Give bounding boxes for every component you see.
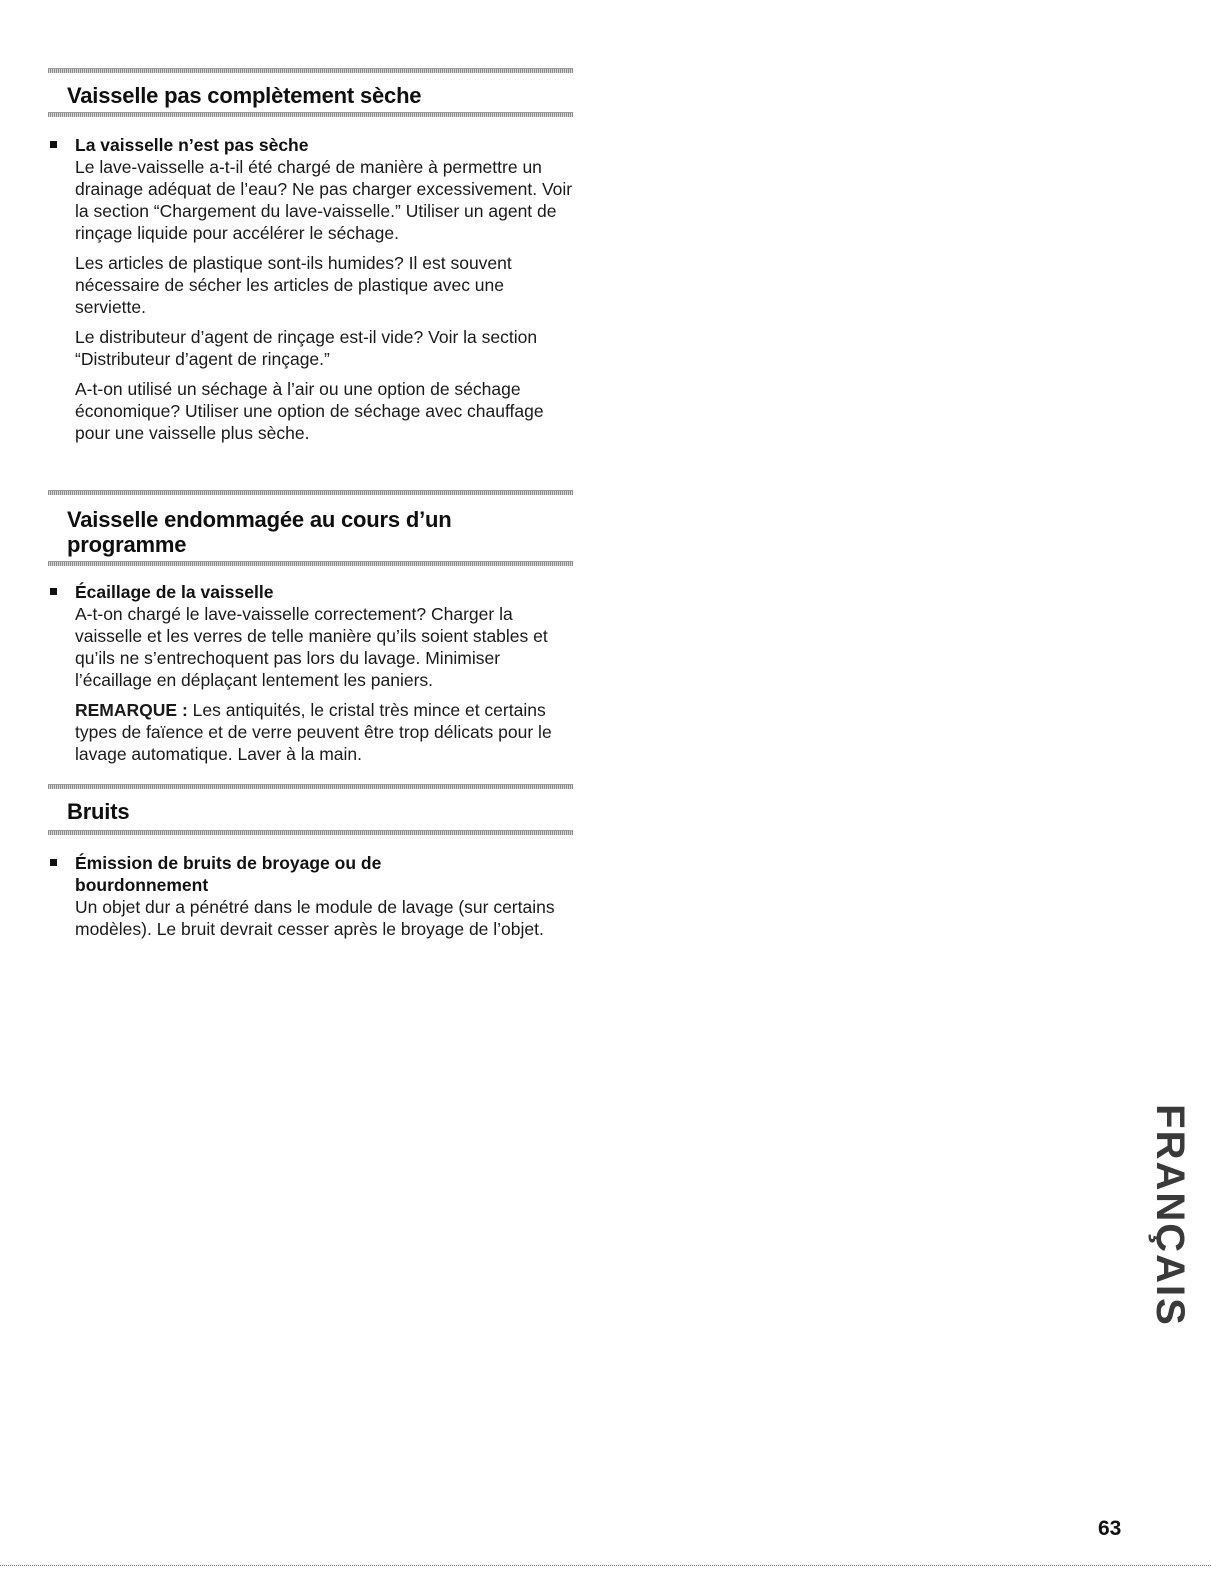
language-label: FRANÇAIS [1147,1103,1192,1327]
item-title: Écaillage de la vaisselle [75,582,274,602]
paragraph: Les articles de plastique sont-ils humides? Il est souvent nécessaire de sécher les articles de plastique avec une serviette. [75,253,512,317]
section-title-dry: Vaisselle pas complètement sèche [67,83,422,108]
section-rule-bottom [48,561,573,566]
bullet-icon [50,141,57,148]
paragraph: A-t-on utilisé un séchage à l’air ou une option de séchage économique? Utiliser une option de séchage avec chauffage pour une vaisselle plus sèche. [75,379,544,443]
item-title-line1: Émission de bruits de broyage ou de [75,853,382,873]
list-item-chipping [48,581,578,773]
bottom-rule [0,1565,1211,1566]
section-header-dry [48,68,573,117]
section-title-damaged-line1: Vaisselle endommagée au cours d’un [67,507,452,532]
item-title: La vaisselle n’est pas sèche [75,135,309,155]
section-title-damaged-line2: programme [67,532,187,557]
item-title-line2: bourdonnement [75,875,209,895]
language-side-tab [1147,1090,1192,1340]
section-title-noise: Bruits [67,799,130,824]
section-rule-bottom [48,830,573,835]
note-paragraph [75,699,578,765]
bullet-icon [50,588,57,595]
list-item-dishes-not-dry [48,134,578,452]
section-header-noise [48,784,573,835]
section-header-damaged [48,490,573,566]
paragraph: Le distributeur d’agent de rinçage est-il vide? Voir la section “Distributeur d’agent de rinçage.” [75,327,538,369]
section-rule-top [48,784,573,789]
note-label: REMARQUE : [75,700,188,720]
paragraph: Le lave-vaisselle a-t-il été chargé de manière à permettre un drainage adéquat de l’eau? Ne pas charger excessivement. Voir la section “Chargement du lave-vaisselle.” Utiliser un agent de rinçage liquide pour accélérer le séchage. [75,157,573,243]
bullet-icon [50,859,57,866]
note-text: Les antiquités, le cristal très mince et certains types de faïence et de verre peuvent être trop délicats pour le lavage automatique. Laver à la main. [75,700,552,764]
paragraph: A-t-on chargé le lave-vaisselle correctement? Charger la vaisselle et les verres de telle manière qu’ils soient stables et qu’ils ne s’entrechoquent pas lors du lavage. Minimiser l’écaillage en déplaçant lentement les paniers. [75,604,548,690]
section-rule-top [48,68,573,73]
paragraph: Un objet dur a pénétré dans le module de lavage (sur certains modèles). Le bruit devrait cesser après le broyage de l’objet. [75,897,555,939]
section-rule-bottom [48,112,573,117]
section-rule-top [48,490,573,495]
list-item-grinding-noise [48,852,578,948]
page-number: 63 [1098,1517,1122,1540]
